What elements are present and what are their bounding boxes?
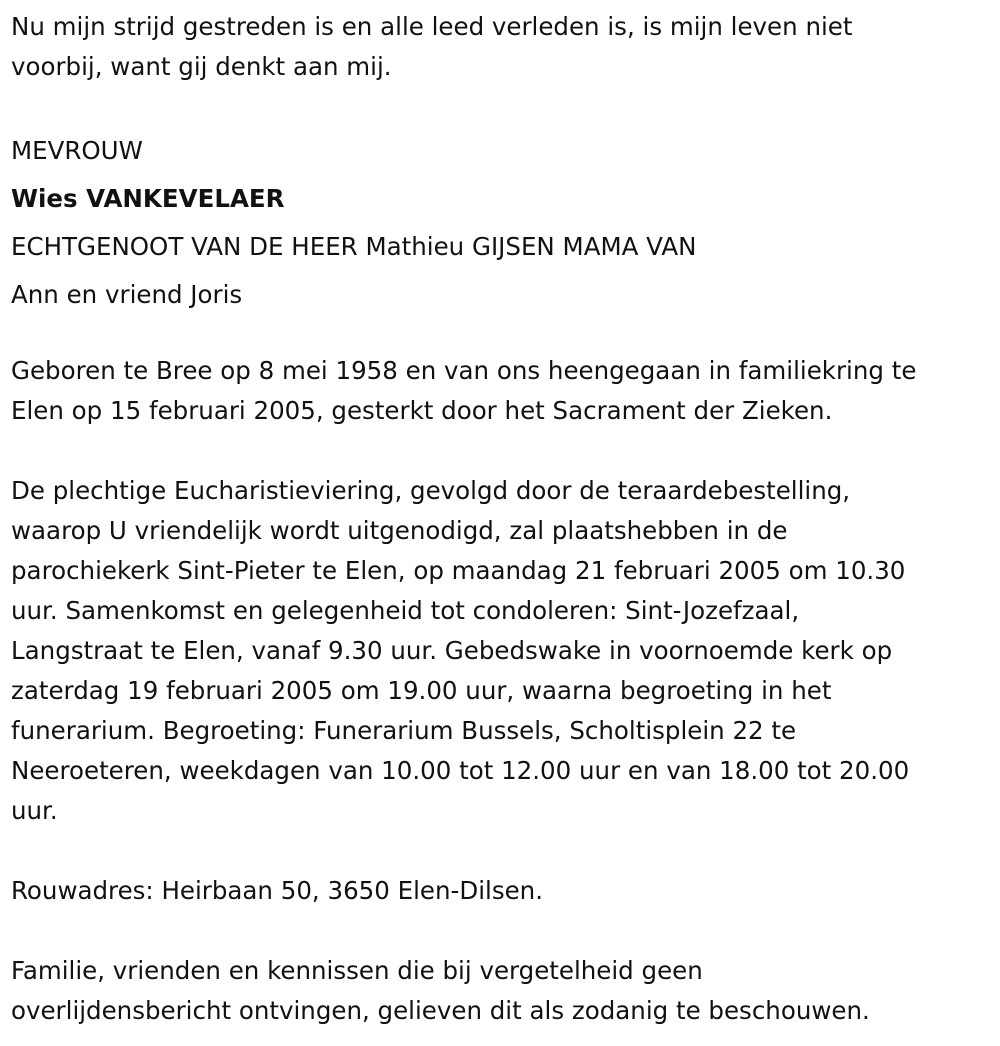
- relation-line: ECHTGENOOT VAN DE HEER Mathieu GIJSEN MAMA VAN: [11, 232, 697, 261]
- mourning-address: Rouwadres: Heirbaan 50, 3650 Elen-Dilsen.: [11, 876, 543, 905]
- deceased-heading: [11, 127, 1000, 319]
- spacer: [11, 319, 1000, 351]
- spacer: [11, 87, 1000, 127]
- birth-death-paragraph: Geboren te Bree op 8 mei 1958 en van ons heengegaan in familiekring te Elen op 15 februari 2005, gesterkt door het Sacrament der Zieken.: [11, 356, 917, 425]
- spacer: [11, 831, 1000, 871]
- spacer: [11, 431, 1000, 471]
- title-line: MEVROUW: [11, 136, 143, 165]
- opening-quote: Nu mijn strijd gestreden is en alle leed verleden is, is mijn leven niet voorbij, want gij denkt aan mij.: [11, 12, 853, 81]
- deceased-name: Wies VANKEVELAER: [11, 184, 285, 213]
- ceremony-paragraph: De plechtige Eucharistieviering, gevolgd door de teraardebestelling, waarop U vriendelijk wordt uitgenodigd, zal plaatshebben in de parochiekerk Sint-Pieter te Elen, op maandag 21 februari 2005 om 10.30 uur. Samenkomst en gelegenheid tot condoleren: Sint-Jozefzaal, Langstraat te Elen, vanaf 9.30 uur. Gebedswake in voornoemde kerk op zaterdag 19 februari 2005 om 19.00 uur, waarna begroeting in het funerarium. Begroeting: Funerarium Bussels, Scholtisplein 22 te Neeroeteren, weekdagen van 10.00 tot 12.00 uur en van 18.00 tot 20.00 uur.: [11, 476, 910, 825]
- closing-note: Familie, vrienden en kennissen die bij vergetelheid geen overlijdensbericht ontvingen, gelieven dit als zodanig te beschouwen.: [11, 956, 870, 1025]
- children-line: Ann en vriend Joris: [11, 280, 243, 309]
- spacer: [11, 911, 1000, 951]
